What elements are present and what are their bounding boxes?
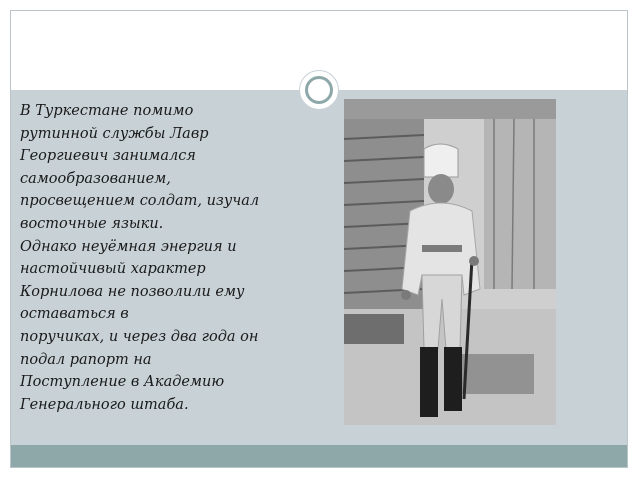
text-line: рутинной службы Лавр	[20, 125, 209, 142]
officer-portrait-photo	[344, 99, 556, 425]
body-text	[20, 100, 310, 416]
text-line: просвещением солдат, изучал	[20, 193, 260, 210]
text-line: Генерального штаба.	[20, 396, 189, 413]
text-line: подал рапорт на	[20, 351, 152, 368]
text-line: поручиках, и через два года он	[20, 328, 259, 345]
text-line: Корнилова не позволили ему	[20, 283, 245, 300]
text-line: В Туркестане помимо	[20, 103, 194, 119]
text-line: оставаться в	[20, 306, 129, 323]
text-line: настойчивый характер	[20, 261, 206, 278]
text-line: восточные языки.	[20, 215, 164, 232]
text-line: Поступление в Академию	[20, 374, 225, 391]
footer-bar	[11, 445, 627, 467]
text-line: Георгиевич занимался	[20, 148, 196, 165]
text-line: самообразованием,	[20, 170, 171, 187]
text-line: Однако неуёмная энергия и	[20, 238, 237, 255]
